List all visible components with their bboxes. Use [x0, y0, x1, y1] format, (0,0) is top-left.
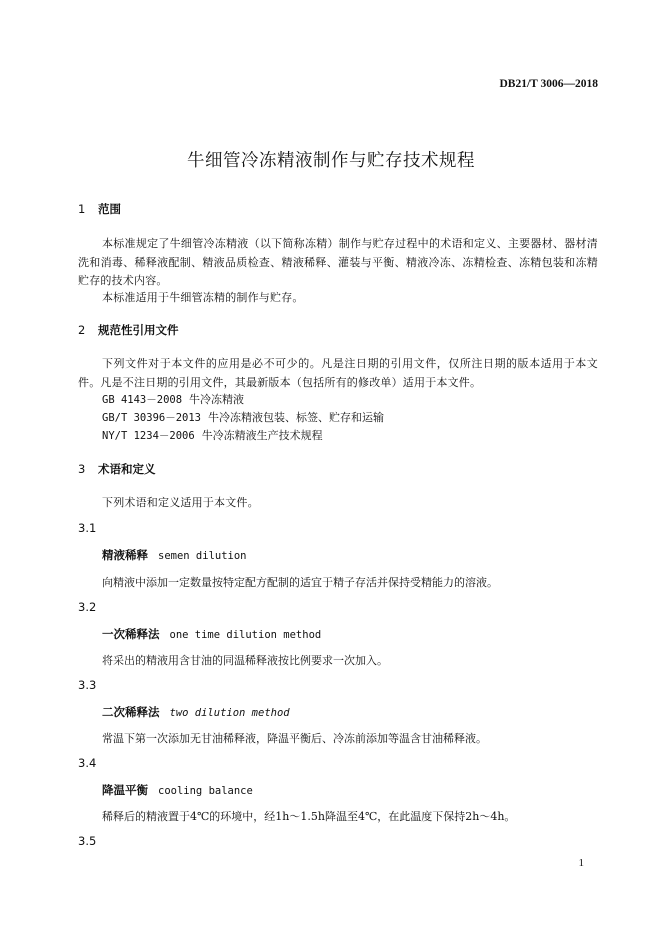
- term-entry: [102, 782, 253, 798]
- clause-number: 3.5: [78, 834, 97, 848]
- section-number: 1: [78, 202, 86, 216]
- term-chinese: 降温平衡: [102, 783, 148, 797]
- clause-number: 3.3: [78, 678, 97, 692]
- section-1-paragraph-1: 本标准规定了牛细管冷冻精液（以下简称冻精）制作与贮存过程中的术语和定义、主要器材、器材清洗和消毒、稀释液配制、精液品质检查、精液稀释、灌装与平衡、精液冷冻、冻精检查、冻精包装和冻精贮存的技术内容。: [78, 237, 598, 287]
- reference-code: GB 4143－2008: [102, 394, 183, 406]
- reference-item: [102, 427, 323, 443]
- term-entry: [102, 626, 321, 642]
- clause-number: 3.2: [78, 600, 97, 614]
- term-chinese: 二次稀释法: [102, 705, 160, 719]
- term-definition: 稀释后的精液置于4℃的环境中，经1h～1.5h降温至4℃，在此温度下保持2h～4h。: [102, 810, 516, 823]
- term-chinese: 一次稀释法: [102, 627, 160, 641]
- term-english: one time dilution method: [169, 629, 322, 641]
- section-number: 3: [78, 462, 86, 476]
- section-title: 范围: [98, 202, 121, 216]
- section-2-paragraph-1: 下列文件对于本文件的应用是必不可少的。凡是注日期的引用文件，仅所注日期的版本适用于本文件。凡是不注日期的引用文件，其最新版本（包括所有的修改单）适用于本文件。: [78, 357, 598, 389]
- term-english: two dilution method: [169, 707, 290, 719]
- section-1-heading: [78, 201, 121, 217]
- reference-name: 牛冷冻精液包装、标签、贮存和运输: [208, 411, 385, 424]
- clause-number: 3.4: [78, 756, 97, 770]
- section-3-paragraph-1: 下列术语和定义适用于本文件。: [102, 496, 259, 509]
- term-english: cooling balance: [158, 785, 253, 797]
- section-1-paragraph-2: 本标准适用于牛细管冻精的制作与贮存。: [102, 291, 304, 304]
- term-chinese: 精液稀释: [102, 548, 148, 562]
- reference-item: [102, 409, 384, 425]
- page-number: 1: [578, 857, 584, 869]
- clause-number: 3.1: [78, 521, 97, 535]
- reference-code: NY/T 1234－2006: [102, 430, 195, 442]
- reference-name: 牛冷冻精液生产技术规程: [201, 429, 323, 442]
- term-entry: [102, 547, 247, 563]
- section-3-heading: [78, 461, 156, 477]
- section-2-heading: [78, 322, 179, 338]
- term-definition: 向精液中添加一定数量按特定配方配制的适宜于精子存活并保持受精能力的溶液。: [102, 576, 498, 589]
- term-entry: [102, 704, 290, 720]
- term-english: semen dilution: [158, 550, 247, 562]
- standard-code: DB21/T 3006—2018: [499, 78, 598, 90]
- section-number: 2: [78, 323, 86, 337]
- term-definition: 将采出的精液用含甘油的同温稀释液按比例要求一次加入。: [102, 654, 388, 667]
- section-title: 术语和定义: [98, 462, 156, 476]
- term-definition: 常温下第一次添加无甘油稀释液，降温平衡后、冷冻前添加等温含甘油稀释液。: [102, 732, 487, 745]
- document-title: 牛细管冷冻精液制作与贮存技术规程: [187, 151, 475, 171]
- reference-code: GB/T 30396－2013: [102, 412, 202, 424]
- section-title: 规范性引用文件: [98, 323, 179, 337]
- reference-item: [102, 391, 244, 407]
- reference-name: 牛冷冻精液: [189, 393, 245, 406]
